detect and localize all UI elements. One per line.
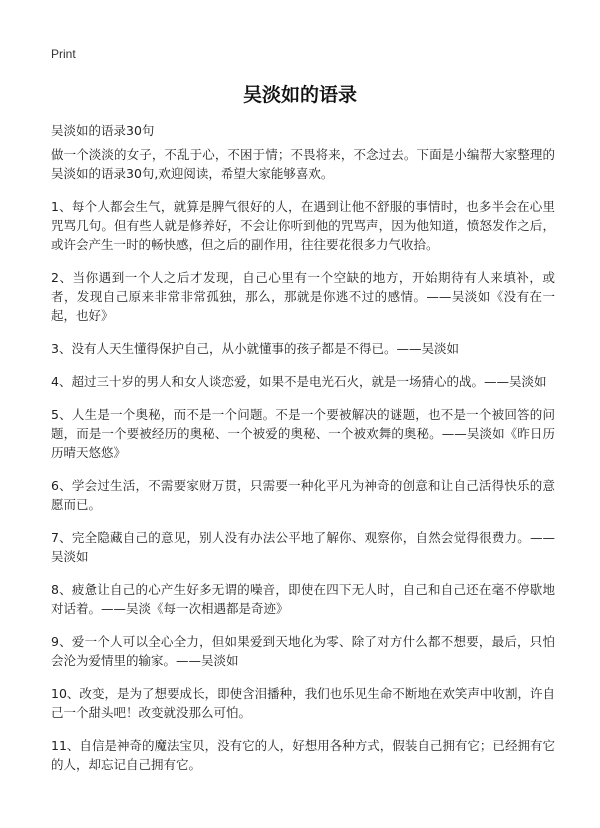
quote-paragraph: 3、没有人天生懂得保护自己，从小就懂事的孩子都是不得已。——吴淡如: [51, 341, 459, 356]
subtitle: 吴淡如的语录30句: [51, 123, 155, 138]
quote-paragraph: 11、自信是神奇的魔法宝贝，没有它的人，好想用各种方式，假装自己拥有它；已经拥有它的人，却忘记自己拥有它。: [51, 738, 555, 772]
quote-paragraph: 5、人生是一个奥秘，而不是一个问题。不是一个要被解决的谜题，也不是一个被回答的问题，而是一个要被经历的奥秘、一个被爱的奥秘、一个被欢舞的奥秘。——吴淡如《昨日历历晴天悠悠》: [51, 407, 555, 460]
print-label[interactable]: Print: [51, 47, 76, 61]
quote-paragraph: 1、每个人都会生气，就算是脾气很好的人，在遇到让他不舒服的事情时，也多半会在心里咒骂几句。但有些人就是修养好，不会让你听到他的咒骂声，因为他知道，愤怒发作之后，或许会产生一时的畅快感，但之后的副作用，往往要花很多力气收拾。: [51, 199, 555, 252]
quote-paragraph: 2、当你遇到一个人之后才发现，自己心里有一个空缺的地方，开始期待有人来填补，或者，发现自己原来非常非常孤独，那么，那就是你逃不过的感情。——吴淡如《没有在一起，也好》: [51, 270, 555, 323]
quote-paragraph: 8、疲惫让自己的心产生好多无谓的噪音，即使在四下无人时，自己和自己还在毫不停歇地对话着。——吴淡《每一次相遇都是奇迹》: [51, 582, 555, 616]
quote-paragraph: 9、爱一个人可以全心全力，但如果爱到天地化为零、除了对方什么都不想要，最后，只怕会沦为爱情里的输家。——吴淡如: [51, 634, 555, 668]
intro-paragraph: 做一个淡淡的女子，不乱于心，不困于情；不畏将来，不念过去。下面是小编帮大家整理的吴淡如的语录30句,欢迎阅读，希望大家能够喜欢。: [51, 147, 555, 181]
quote-paragraph: 7、完全隐藏自己的意见，别人没有办法公平地了解你、观察你，自然会觉得很费力。——吴淡如: [51, 530, 555, 564]
article-body: [51, 145, 555, 788]
quote-paragraph: 6、学会过生活，不需要家财万贯，只需要一种化平凡为神奇的创意和让自己活得快乐的意愿而已。: [51, 478, 555, 512]
quote-paragraph: 10、改变，是为了想要成长，即使含泪播种，我们也乐见生命不断地在欢笑声中收割，许自己一个甜头吧！改变就没那么可怕。: [51, 686, 555, 720]
page-title: 吴淡如的语录: [242, 84, 357, 106]
quote-paragraph: 4、超过三十岁的男人和女人谈恋爱，如果不是电光石火，就是一场猜心的战。——吴淡如: [51, 374, 547, 389]
